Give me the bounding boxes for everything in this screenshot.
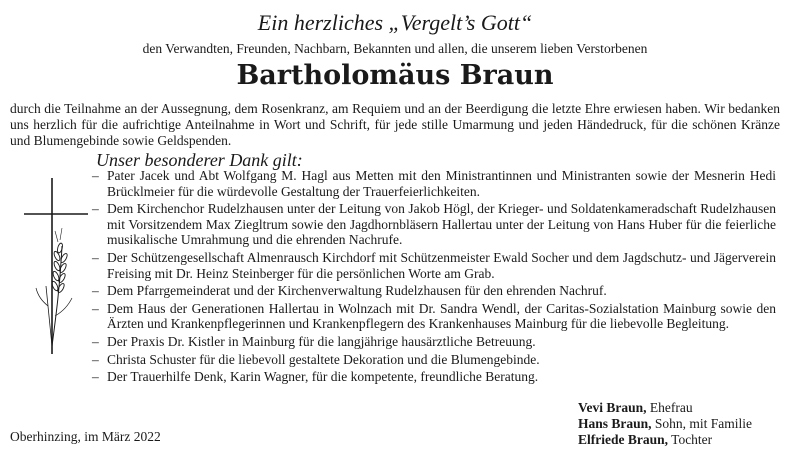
signer	[578, 416, 752, 432]
signer	[578, 400, 752, 416]
cross-with-wheat-icon	[22, 176, 90, 356]
signer-relation: Sohn, mit Familie	[654, 416, 753, 431]
dash-bullet: –	[92, 333, 99, 349]
dash-bullet: –	[92, 351, 99, 367]
signer	[578, 432, 752, 448]
thanks-body-paragraph: durch die Teilnahme an der Aussegnung, dem Rosenkranz, am Requiem und an der Beerdigung die letzte Ehre erwiesen haben. Wir bedanken uns herzlich für die aufrichtige Anteilnahme in Wort und Schrift, für jede stille Umarmung und jeden Händedruck, für die schönen Kränze und Blumengebinde sowie Geldspenden.	[10, 101, 780, 148]
list-item	[92, 369, 776, 385]
list-item-text: Dem Haus der Generationen Hallertau in Wolnzach mit Dr. Sandra Wendl, der Caritas-Sozialstation Mainburg sowie den Ärzten und Krankenpflegerinnen und Krankenpflegern des Krankenhauses Mainburg für die liebevolle Begleitung.	[107, 300, 776, 332]
list-item-text: Dem Kirchenchor Rudelzhausen unter der Leitung von Jakob Högl, der Krieger- und Soldatenkameradschaft Rudelzhausen mit Vorsitzendem Max Ziegltrum sowie den Jagdhornbläsern Hallertau unter der Leitung von Hans Huber für die feierliche musikalische Umrahmung und die ehrenden Nachrufe.	[107, 201, 776, 248]
list-item-text: Der Trauerhilfe Denk, Karin Wagner, für die kompetente, freundliche Beratung.	[107, 369, 539, 385]
special-thanks-heading: Unser besonderer Dank gilt:	[96, 150, 303, 170]
thanks-heading: Ein herzliches „Vergelt’s Gott“	[257, 10, 533, 35]
place-and-date: Oberhinzing, im März 2022	[10, 429, 161, 444]
list-item-text: Der Schützengesellschaft Almenrausch Kirchdorf mit Schützenmeister Ewald Socher und dem Jagdschutz- und Jägerverein Freising mit Dr. Heinz Steinberger für die persönlichen Worte am Grab.	[107, 249, 776, 281]
deceased-name: Bartholomäus Braun	[236, 60, 554, 91]
list-item	[92, 250, 776, 281]
dash-bullet: –	[92, 369, 99, 385]
dash-bullet: –	[92, 283, 99, 299]
signer-name: Elfriede Braun,	[578, 432, 668, 447]
list-item-text: Dem Pfarrgemeinderat und der Kirchenverwaltung Rudelzhausen für den ehrenden Nachruf.	[107, 283, 607, 299]
special-thanks-list	[92, 168, 776, 387]
dash-bullet: –	[92, 201, 99, 217]
signers-list	[578, 400, 752, 448]
list-item	[92, 334, 776, 350]
list-item	[92, 168, 776, 199]
intro-line: den Verwandten, Freunden, Nachbarn, Bekannten und allen, die unserem lieben Verstorbenen	[142, 41, 648, 56]
list-item-text: Pater Jacek und Abt Wolfgang M. Hagl aus Metten mit den Ministrantinnen und Ministranten sowie der Mesnerin Hedi Brücklmeier für die würdevolle Gestaltung der Trauerfeierlichkeiten.	[107, 168, 776, 199]
list-item	[92, 283, 776, 299]
list-item-text: Der Praxis Dr. Kistler in Mainburg für die langjährige hausärztliche Betreuung.	[107, 333, 536, 349]
list-item	[92, 201, 776, 248]
dash-bullet: –	[92, 300, 99, 316]
signer-relation: Ehefrau	[649, 400, 693, 415]
signer-name: Hans Braun,	[578, 416, 652, 431]
dash-bullet: –	[92, 168, 99, 183]
list-item	[92, 301, 776, 332]
list-item-text: Christa Schuster für die liebevoll gestaltete Dekoration und die Blumengebinde.	[107, 351, 540, 367]
signer-name: Vevi Braun,	[578, 400, 647, 415]
list-item	[92, 352, 776, 368]
signer-relation: Tochter	[671, 432, 713, 447]
dash-bullet: –	[92, 249, 99, 265]
